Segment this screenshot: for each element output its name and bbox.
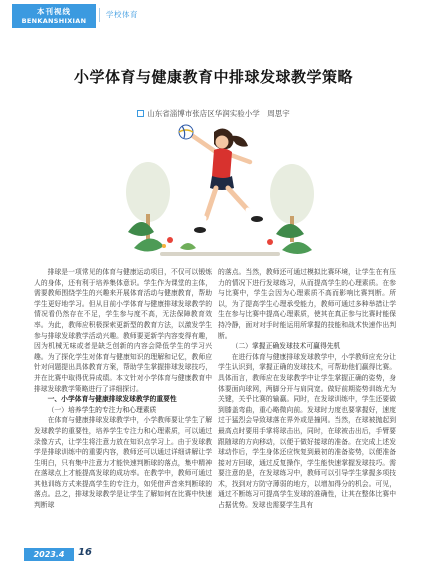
author-text: 山东省淄博市张店区华润实验小学 周思宇 xyxy=(147,109,290,118)
header-divider xyxy=(99,8,100,22)
section-name-en: BENKANSHIXIAN xyxy=(21,17,87,25)
section-tab xyxy=(12,4,96,28)
paragraph: 的落点。当然，教师还可通过模拟比赛环境，让学生在有压力的情况下进行发球练习，从而提高学生的心理素质。在参与比赛中，学生会因为心理素质不高而影响比赛判断。所以，为了提高学生心理承受能力，教师可通过多种举措让学生在参与比赛中提高心理素质，使其在真正参与比赛时能保持冷静，面对对手时能运用所掌握的技能和战术快速作出判断。 xyxy=(218,268,396,340)
author-marker-icon xyxy=(137,110,144,117)
subsection-heading: （二）掌握正确发球技术可赢得先机 xyxy=(231,342,341,351)
column-name: 学校体育 xyxy=(106,10,138,19)
footer xyxy=(0,542,427,566)
ground xyxy=(160,252,280,256)
leaves xyxy=(128,222,312,254)
article-title: 小学体育与健康教育中排球发球教学策略 xyxy=(73,68,353,86)
text-column-right xyxy=(218,267,396,511)
volleyball-icon xyxy=(179,125,193,139)
page-number: 16 xyxy=(78,547,92,558)
author-line xyxy=(0,108,427,119)
text-column-left xyxy=(34,267,212,511)
volleyball-illustration xyxy=(120,122,320,262)
paragraph: 在进行体育与健康排球发球教学中，小学教师应充分让学生认识到，掌握正确的发球技术，可帮助他们赢得比赛。具体而言，教师应在发球教学中让学生掌握正确的姿势，身体要面向球网，两脚分开与肩同宽。做好前期姿势训练尤为关键，关乎比赛的输赢。同时，在发球训练中，学生还要做到膝盖弯曲，重心略微向前。发球时力度也要掌握好，速度过于猛烈会导致球落在界外或是撞网。当然，在球被抛起到最高点时要用手掌将球击出，同时，在球被击出后，手臂要跟随球的方向移动，以便于做好接球的准备。在完成上述发球动作后，学生身体还应恢复到最初的准备姿势，以便准备接对方回球，通过反复操作，学生能快速掌握发球技巧。需要注意的是，在发球练习中，教师可以引导学生掌握多项技术，找到对方防守薄弱的地方，以增加得分的机会。可见，通过不断练习可提高学生发球的准确性，让其在整体比赛中占据优势。发球也需要学生具有 xyxy=(218,352,396,510)
section-name-cn: 本刊视线 xyxy=(37,7,71,16)
subsection-heading: （一）培养学生的专注力和心理素质 xyxy=(47,405,157,414)
section-heading: 一、小学体育与健康排球发球教学的重要性 xyxy=(47,395,177,404)
player-figure xyxy=(190,128,263,233)
issue-badge: 2023.4 xyxy=(24,548,74,561)
paragraph: 在体育与健康排球发球教学中，小学教师要让学生了解发球教学的重要性，培养学生专注力和心理素质，可以通过录像方式，让学生将注意力放在知识点学习上。由于发球教学是排球训练中的重要内容，教师还可以通过详细讲解让学生明白，只有集中注意力才能快速判断球的落点，集中精神在落球点上才能提高发球的成功率。在教学中，教师可通过其他训练方式来提高学生的专注力，如凭借声音来判断球的落点。总之，排球发球教学是让学生了解如何在比赛中快速判断球 xyxy=(34,416,212,510)
flowers xyxy=(162,237,273,248)
header-band xyxy=(0,0,427,30)
paragraph: 排球是一项常见的体育与健康运动项目，不仅可以锻炼人的身体，还有利于培养集体意识。学生作为课堂的主体，需要教师围绕学生的兴趣来开展体育活动与健康教育，帮助学生更好地学习。但从目前小学体育与健康排球发球教学的情况看仍然存在不足，学生参与度不高，无法保障教育效率。为此，教师应积极探索更新型的教育方法，以激发学生参与排球发球教学活动兴趣。教师要更新学内容变得有趣，因为机械无味或者是缺乏创新的内容会降低学生的学习兴趣。为了探化学生对体育与健康知识的理解和记忆，教师应针对问题提出具体教育方案，帮助学生掌握排球发球技巧，并在比赛中取得优异成绩。本文针对小学体育与健康教育中排球发球教学策略进行了详细探讨。 xyxy=(34,268,212,393)
